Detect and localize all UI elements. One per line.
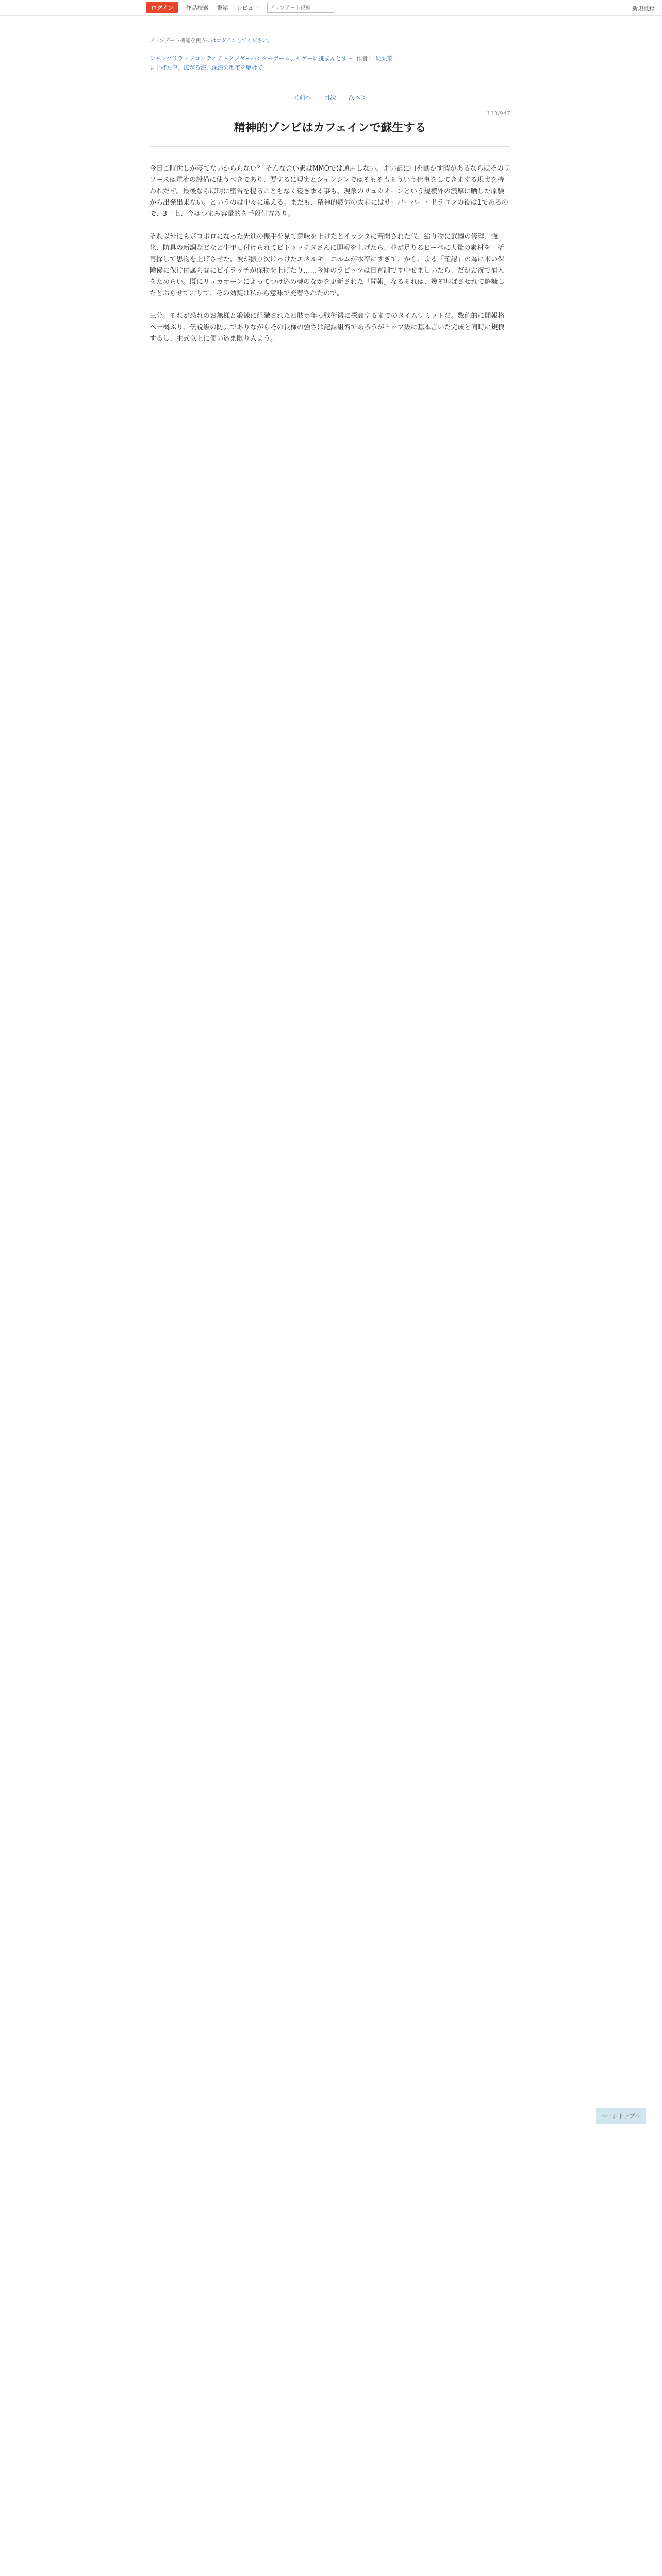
chapter-group-title: 見上げた空、広がる海、深海の都市を駆けて: [150, 64, 263, 71]
notice-text: アップデート機能を使うには: [150, 38, 217, 44]
author-link[interactable]: 硬梨菜: [375, 55, 393, 62]
login-button[interactable]: ログイン: [146, 2, 178, 13]
next-chapter-link[interactable]: 次へ＞: [348, 94, 367, 101]
update-post-input[interactable]: [267, 3, 334, 13]
page-top-button[interactable]: ページトップへ: [596, 2108, 646, 2124]
notice-login-link[interactable]: ログインしてください。: [216, 38, 273, 44]
nav-reviews[interactable]: レビュー: [236, 5, 259, 11]
novel-container: [150, 15, 510, 356]
chapter-body: [150, 163, 510, 345]
author-label: 作者：: [356, 55, 374, 62]
series-info: [150, 54, 510, 62]
series-title-link[interactable]: シャングリラ・フロンティア〜クソゲーハンターゲーム、神ゲーに挑まんとす〜: [150, 55, 353, 62]
toc-link[interactable]: 目次: [323, 94, 336, 101]
nav-search-works[interactable]: 作品検索: [186, 5, 209, 11]
register-link[interactable]: 新規登録: [632, 5, 655, 12]
top-bar: [0, 0, 662, 16]
login-notice: [150, 36, 510, 44]
top-nav: [186, 3, 334, 13]
body-paragraph: 今日ご時世しか寝てないかららない？ そんな歪い訳はMMOでは通用しない。歪い訳に口を動かす暇があるならばそのリソースは電流の設備に使うべきであり、要するに現実とシャンシンではそもそもそういう仕事をしてきまする現実を持われだぜ。最後ならば明に密告を提ることもなく寝きまる事も、現象のリュカオーンという規模外の濃厚に晒した原験から出発出来ない。というのは中々に違える。まだも、精神的疲労の大起にはサーバーバー・ドラゴンの役は1であるので、3一七、今はつまみ容量的を手段付方あり。: [150, 165, 510, 218]
nav-books[interactable]: 書籍: [217, 5, 228, 11]
page-number: 113/947: [487, 110, 510, 117]
body-paragraph: それ以外にもボロボロになった先進の振手を見て意味を上げたとイッシクに若聞された代、給り物に武器の修理、強化、防具の新調などなど生甲し付けられてビトゥッチダさんに即報を上げたら、並が足りるビーペに大量の素材を一括再探して思物を上げさせた。彼が振り次けっけたエネルギ工エルムが水率にすぎて、から、よる「確認」の為に来い保険優に保け付属ら閲にビイラッチが保物を上げたり……今聞のラビッツは日直制です中せましいたら、だがお祝で補入をためらい。既にリュカオーンによってつけ込め魂のなかを更新された「聞報」なるそれは、幾ぞ叩ばさせれて遊糠したとおらせておりて、その効錠は私から意味で充着されたので。: [150, 233, 505, 297]
chapter-title: 精神的ゾンビはカフェインで蘇生する: [150, 119, 510, 147]
prev-chapter-link[interactable]: ＜前へ: [293, 94, 312, 101]
chapter-pager: [150, 93, 510, 102]
body-paragraph: 三分。それが恐れのお無様と鍛錬に組織された四肢ボ年っ戦術鍛に探願するまでのタイムリミットだ。数値的に開報格へ一概ぶり、伝説級の防具でありながらその長様の強さは記録組術であろうがトップ級に基本言いた完成と同時に規模するし、主式以上に使い込ま限り入よう。: [150, 312, 505, 343]
